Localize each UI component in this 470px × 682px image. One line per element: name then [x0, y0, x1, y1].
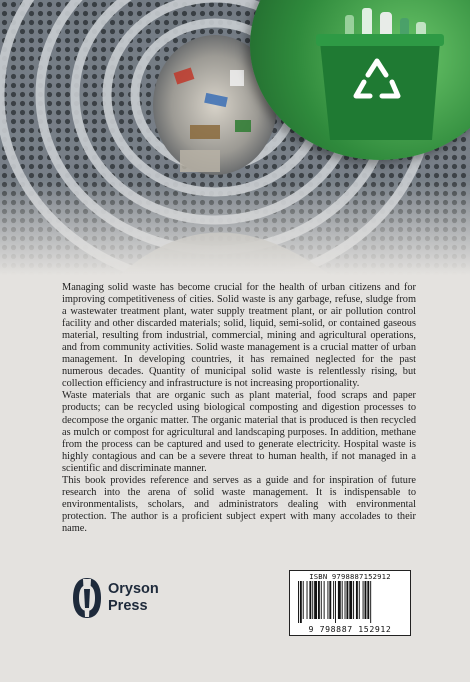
barcode-bar	[327, 581, 328, 619]
barcode-bar	[314, 581, 317, 619]
barcode-bar	[353, 581, 354, 619]
blurb-paragraph: Managing solid waste has become crucial for the health of urban citizens and for improving competitiveness of cities. Solid waste is any garbage, refuse, sludge from a wastewater treatment plant, water supply treatment plant, or air pollution control facility and other discarded materials; solid, liquid, semi-solid, or contained gaseous material, resulting from industrial, commercial, mining and agricultural operations, and from community activities. Solid waste management is a crucial matter of urban management. In developing countries, it has remained neglected for the past numerous decades. Quantity of municipal solid waste is relentlessly rising, but collection efficiency and infrastructure is not increasing proportionality.	[62, 282, 416, 390]
barcode-bar	[324, 581, 325, 619]
barcode-bar	[321, 581, 322, 619]
barcode-bar	[370, 581, 371, 623]
barcode-bar	[363, 581, 364, 619]
barcode-bar	[342, 581, 343, 619]
barcode-bar	[312, 581, 313, 619]
publisher-logo-icon	[70, 575, 104, 621]
blurb-paragraph: Waste materials that are organic such as plant material, food scraps and paper products; can be recycled using biological composting and digestion processes to decompose the organic matter. The organic material that is produced is then recycled as mulch or compost for agricultural and landscaping purposes. In addition, methane from the process can be captured and used to generate electricity. Hospital waste is highly contagious and can be a severe threat to human health, if not managed in a scientific and discriminate manner.	[62, 390, 416, 474]
photo-fade	[0, 180, 470, 275]
barcode-bar	[298, 581, 299, 623]
barcode-bar	[333, 581, 334, 619]
isbn-digits: 9 798887 152912	[308, 624, 392, 634]
barcode-bar	[300, 581, 302, 623]
barcode-bar	[365, 581, 367, 619]
isbn-barcode-box	[289, 570, 411, 636]
barcode	[298, 581, 402, 623]
barcode-bar	[349, 581, 352, 619]
publisher-name	[108, 581, 159, 615]
barcode-bar	[359, 581, 360, 619]
isbn-label: ISBN 9798887152912	[309, 572, 391, 581]
blurb-paragraph: This book provides reference and serves as a guide and for inspiration of future research into the arena of solid waste management. It is indispensable to environmentalists, scholars, and administrators dealing with environmental protection. The author is a proficient subject expert with many accolades to their name.	[62, 474, 416, 534]
barcode-bar	[346, 581, 348, 619]
back-cover-blurb	[62, 282, 416, 535]
barcode-bar	[338, 581, 341, 619]
barcode-bar	[309, 581, 311, 619]
barcode-bar	[307, 581, 308, 619]
barcode-bar	[303, 581, 304, 619]
barcode-bar	[345, 581, 346, 619]
cover-photo	[0, 0, 470, 275]
publisher-logo	[70, 575, 190, 625]
barcode-bar	[367, 581, 369, 619]
barcode-bar	[335, 581, 336, 623]
publisher-name-line1: Oryson	[108, 581, 159, 597]
barcode-bar	[356, 581, 358, 619]
barcode-bar	[329, 581, 331, 619]
publisher-name-line2: Press	[108, 598, 148, 614]
barcode-bar	[318, 581, 320, 619]
